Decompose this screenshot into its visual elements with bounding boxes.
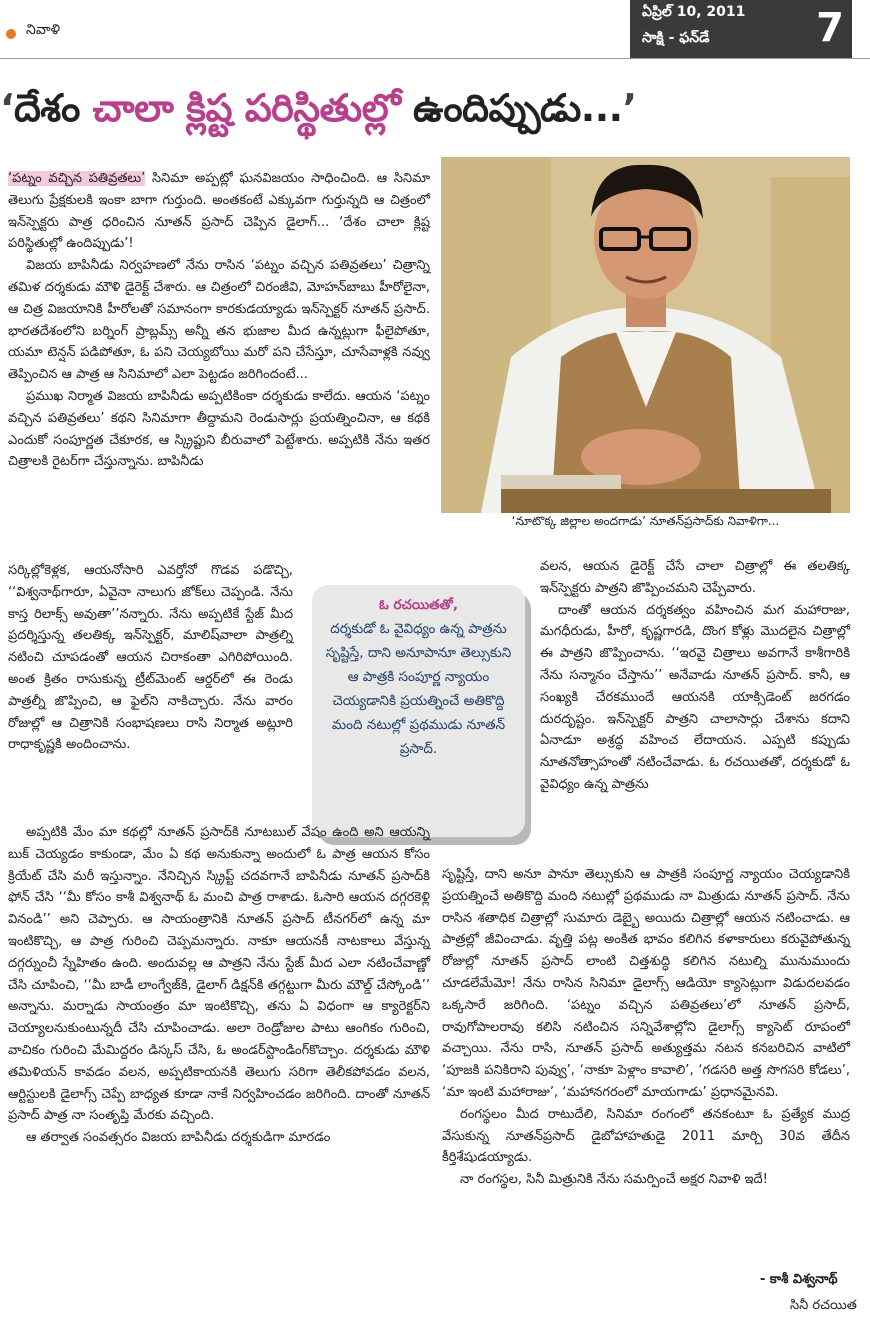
paragraph-10: నా రంగస్థల, సినీ మిత్రునికి నేను సమర్పించే అక్షర నివాళి ఇదే! [460, 1172, 768, 1188]
paragraph-1 [8, 168, 430, 255]
pull-quote-body: దర్శకుడో ఓ వైవిధ్యం ఉన్న పాత్రను సృష్టిస్తే, దాని అనూపానూ తెల్సుకుని ఆ పాత్రకి సంపూర్ణ న్యాయం చెయ్యడానికి ప్రయత్నించే అతికొద్ది మంది నటుల్లో ప్రథముడు నూతన్ ప్రసాద్. [325, 621, 512, 757]
headline-quote-open: ‘ [0, 86, 14, 130]
section-bullet-icon [6, 29, 16, 39]
pull-quote [312, 585, 525, 837]
author-signature: - కాశీ విశ్వనాథ్ [760, 1272, 838, 1287]
paragraph-1-text: సినిమా అప్పట్లో ఘనవిజయం సాధించింది. ఆ సినిమా తెలుగు ప్రేక్షకులకి ఇంకా బాగా గుర్తుంది. అంతకంటే ఎక్కువగా గుర్తున్నది ఆ చిత్రంలో ఇన్‌స్పెక్టరు పాత్ర ధరించిన నూతన్ ప్రసాద్ చెప్పిన డైలాగ్... ‘దేశం చాలా క్లిష్ట పరిస్థితుల్లో ఉందిప్పుడు’! [8, 171, 430, 252]
paragraph-5: ఆ తర్వాత సంవత్సరం విజయ బాపినీడు దర్శకుడిగా మారడం [26, 1130, 331, 1146]
paragraph-4: అప్పటికి మేం మా కథల్లో నూతన్ ప్రసాద్‌కి నూటబుల్ వేషం ఉంది అని ఆయన్ని బుక్ చెయ్యడం కాకుండా, మేం ఏ కథ అనుకున్నా అందులో ఓ పాత్ర ఆయన కోసం క్రియేట్ చేసి మరీ ఇస్తున్నాం. నేనిచ్చిన స్క్రిప్ట్ చదవగానే బాపినీడు నూతన్ ప్రసాద్‌కి ఫోన్ చేసి ‘‘మీ కోసం కాశీ విశ్వనాథ్ ఓ మంచి పాత్ర రాశాడు. ఓసారి ఆయన దగ్గరకెళ్లి వినండి’’ అని చెప్పారు. ఆ సాయంత్రానికి నూతన్ ప్రసాద్ టీనగర్‌లో ఉన్న మా ఇంటికొచ్చి, ఆ పాత్ర గురించి చెప్పమన్నారు. నాకూ ఆయనకీ నాటకాలు వేస్తున్న దగ్గర్నుంచీ స్నేహితం ఉంది. అందువల్ల ఆ పాత్రని నేను స్టేజ్ మీద ఎలా నటించేవాణ్ణో చేసి చూపించి, ‘‘మీ బాడీ లాంగ్వేజ్‌కి, డైలాగ్ డిక్షన్‌కి తగ్గట్టుగా మీరు మౌల్డ్ చేస్కోండి’’ అన్నాను. మర్నాడు సాయంత్రం మా ఇంటికొచ్చి, తను ఏ విధంగా ఆ క్యారెక్టర్‌ని చెయ్యాలనుకుంటున్నదీ చేసి చూపించాడు. అలా రెండ్రోజుల పాటు ఆంగికం గురించి, వాచికం గురించి మేమిద్దరం డిస్కస్ చేసి, ఓ అండర్‌స్టాండింగ్‌కొచ్చాం. దర్శకుడు మౌళి తమిళియన్ కావడం వలన, అప్పటికాయనకి తెలుగు సరిగా తెలీకపోవడం వలన, ఆర్టిస్టులకి డైలాగ్స్ చెప్పే బాధ్యత కూడా నాకే నిర్వహించడం జరిగింది. దాంతో నూతన్ ప్రసాద్ పాత్ర నా సంతృప్తి మేరకు వచ్చింది. [8, 825, 430, 1124]
article-column-right-middle [540, 556, 850, 796]
date-banner [630, 0, 810, 58]
section-name: నివాళి [26, 22, 61, 38]
header-divider [0, 58, 870, 59]
issue-date: ఏప్రిల్ 10, 2011 [642, 4, 746, 20]
paragraph-2: విజయ బాపినీడు నిర్వహణలో నేను రాసిన ‘పట్నం వచ్చిన పతివ్రతలు’ చిత్రాన్ని తమిళ దర్శకుడు మౌళి డైరెక్ట్ చేశారు. ఆ చిత్రంలో చిరంజీవి, మోహన్‌బాబు హీరోలైనా, ఆ చిత్ర విజయానికి హీరోలతో సమానంగా కారకుడయ్యాడు ఇన్‌స్పెక్టర్ నూతన్ ప్రసాద్. భారతదేశంలోని బర్నింగ్ ప్రాబ్లమ్స్ అన్నీ తన భుజాల మీద ఉన్నట్లుగా ఫీలైపోతూ, యమా టెన్షన్ పడిపోతూ, ఓ పని చెయ్యబోయి మరో పని చేసేస్తూ, చూసేవాళ్లకి నవ్వు తెప్పించిన ఆ పాత్ర ఆ సినిమాలో ఎలా పెట్టడం జరిగిందంటే... [8, 258, 430, 383]
paragraph-9: రంగస్థలం మీద రాటుదేలి, సినిమా రంగంలో తనకంటూ ఓ ప్రత్యేక ముద్ర వేసుకున్న నూతన్‌ప్రసాద్ డైబోహాహతుడై 2011 మార్చి 30వ తేదీన కీర్తిశేషుడయ్యాడు. [442, 1106, 850, 1166]
headline-part-1: దేశం [13, 86, 93, 130]
pull-quote-title: ఓ రచయితతో, [378, 597, 458, 613]
portrait-photo [441, 157, 850, 513]
portrait-illustration [441, 157, 850, 513]
paragraph-3b: సర్కిల్లోకెళ్లక, ఆయనోసారి ఎవర్తోనో గొడవ పడొచ్చి, ‘‘విశ్వనాథ్‌గారూ, ఏవైనా నాలుగు జోక్‌లు చెప్పండి. నేను కాస్త రిలాక్స్ అవుతా’’నన్నారు. నేను అప్పటికే స్టేజ్ మీద ప్రదర్శిస్తున్న తలతిక్క ఇన్‌స్పెక్టర్, మాలిష్‌వాలా పాత్రల్ని నటించి చూపడంతో ఆయన చిరాకంతా ఎగిరిపోయింది. అంత క్రితం రాసుకున్న ట్రీట్‌మెంట్ ఆర్డర్‌లో ఈ రెండు పాత్రల్నీ జొప్పించి, ఆ ఫైల్‌ని నాకిచ్చారు. నేను వారం రోజుల్లో ఆ చిత్రానికి సంభాషణలు రాసి నిర్మాత అట్లూరి రాధాకృష్ణకి అందించాను. [8, 563, 293, 753]
article-column-left-top [8, 168, 430, 473]
photo-caption: ‘నూటొక్క జిల్లాల అందగాడు’ నూతన్‌ప్రసాద్‌కు నివాళిగా... [511, 514, 780, 528]
page-number: 7 [808, 0, 852, 58]
headline [0, 86, 870, 140]
paragraph-7: దాంతో ఆయన దర్శకత్వం వహించిన మగ మహారాజు, మగధీరుడు, హీరో, కృష్ణగారడి, దొంగ కోళ్లు మొదలైన చిత్రాల్లో ఈ పాత్రని జొప్పించాను. ‘‘ఇరవై చిత్రాలు అవగానే కాశీగారికి నేను సన్మానం చేస్తాను’’ అనేవాడు నూతన్ ప్రసాద్. కానీ, ఆ సంఖ్యకి చేరకముందే ఆయనకి యాక్సిడెంట్ జరగడం దురదృష్టం. ఇన్‌స్పెక్టర్ పాత్రని చాలాసార్లు చేశాను కదాని ఏనాడూ అశ్రద్ధ వహించ లేదాయన. ఎప్పటి కప్పుడు నూతనోత్సాహంతో నటించేవాడు. ఓ రచయితతో, దర్శకుడో ఓ వైవిధ్యం ఉన్న పాత్రను [540, 602, 850, 792]
article-column-left-middle [8, 560, 293, 756]
author-role: సినీ రచయిత [790, 1298, 857, 1313]
headline-part-2: చాలా క్లిష్ట పరిస్థితుల్లో [92, 86, 414, 130]
headline-quote-close: ’ [622, 86, 637, 130]
headline-part-3: ఉందిప్పుడు... [413, 86, 623, 130]
paragraph-3a: ప్రముఖ నిర్మాత విజయ బాపినీడు అప్పటికింకా దర్శకుడు కాలేదు. ఆయన ‘పట్నం వచ్చిన పతివ్రతలు’ కథని సినిమాగా తీద్దామని రెండుసార్లు ప్రయత్నించినా, ఆ కథకి ఎందుకో సంపూర్ణత చేకూరక, ఆ స్క్రిప్టుని బీరువాలో పెట్టేశారు. అప్పటికి నేను ఇతర చిత్రాలకి రైటర్‌గా చేస్తున్నాను. బాపినీడు [8, 388, 430, 470]
paragraph-8: సృష్టిస్తే, దాని అనూ పానూ తెల్సుకుని ఆ పాత్రకి సంపూర్ణ న్యాయం చెయ్యడానికి ప్రయత్నించే అతికొద్ది మంది నటుల్లో ప్రథముడు నా మిత్రుడు నూతన్ ప్రసాద్. నేను రాసిన శతాధిక చిత్రాల్లో సుమారు డెబ్బై అయిదు చిత్రాల్లో ఆయన నటించాడు. ఆ పాత్రల్లో జీవించాడు. వృత్తి పట్ల అంకిత భావం కలిగిన కళాకారులు కరువైపోతున్న రోజుల్లో నూతన్ ప్రసాద్ లాంటి చిత్తశుద్ధి కలిగిన నటుల్ని మునుముందు చూడలేమేమో! నేను రాసిన సినిమా డైలాగ్స్ ఆడియో క్యాసెట్లుగా విడుదలవడం ఒక్కసారే జరిగింది. ‘పట్నం వచ్చిన పతివ్రతలు’లో నూతన్ ప్రసాద్, రావుగోపాలరావు కలిసి నటించిన సన్నివేశాల్లోని డైలాగ్స్ క్యాసెట్ రూపంలో వచ్చాయి. నేను రాసి, నూతన్ ప్రసాద్ అత్యుత్తమ నటన కనబరిచిన వాటిలో ‘పూజకి పనికిరాని పువ్వు’, ‘నాకూ పెళ్లాం కావాలి’, ‘గడసరి అత్త సొగసరి కోడలు’, ‘మా ఇంటి మహారాజు’, ‘మహానగరంలో మాయగాడు’ ప్రధానమైనవి. [442, 867, 850, 1100]
film-title-highlight: ‘పట్నం వచ్చిన పతివ్రతలు’ [8, 171, 146, 186]
edition-name: సాక్షి - ఫన్‌డే [642, 30, 710, 46]
article-column-right-bottom [442, 864, 850, 1191]
article-column-left-bottom [8, 822, 430, 1149]
paragraph-6: వలన, ఆయన డైరెక్ట్ చేసే చాలా చిత్రాల్లో ఈ తలతిక్క ఇన్‌స్పెక్టరు పాత్రని జొప్పించమని చెప్పేవారు. [540, 559, 850, 596]
